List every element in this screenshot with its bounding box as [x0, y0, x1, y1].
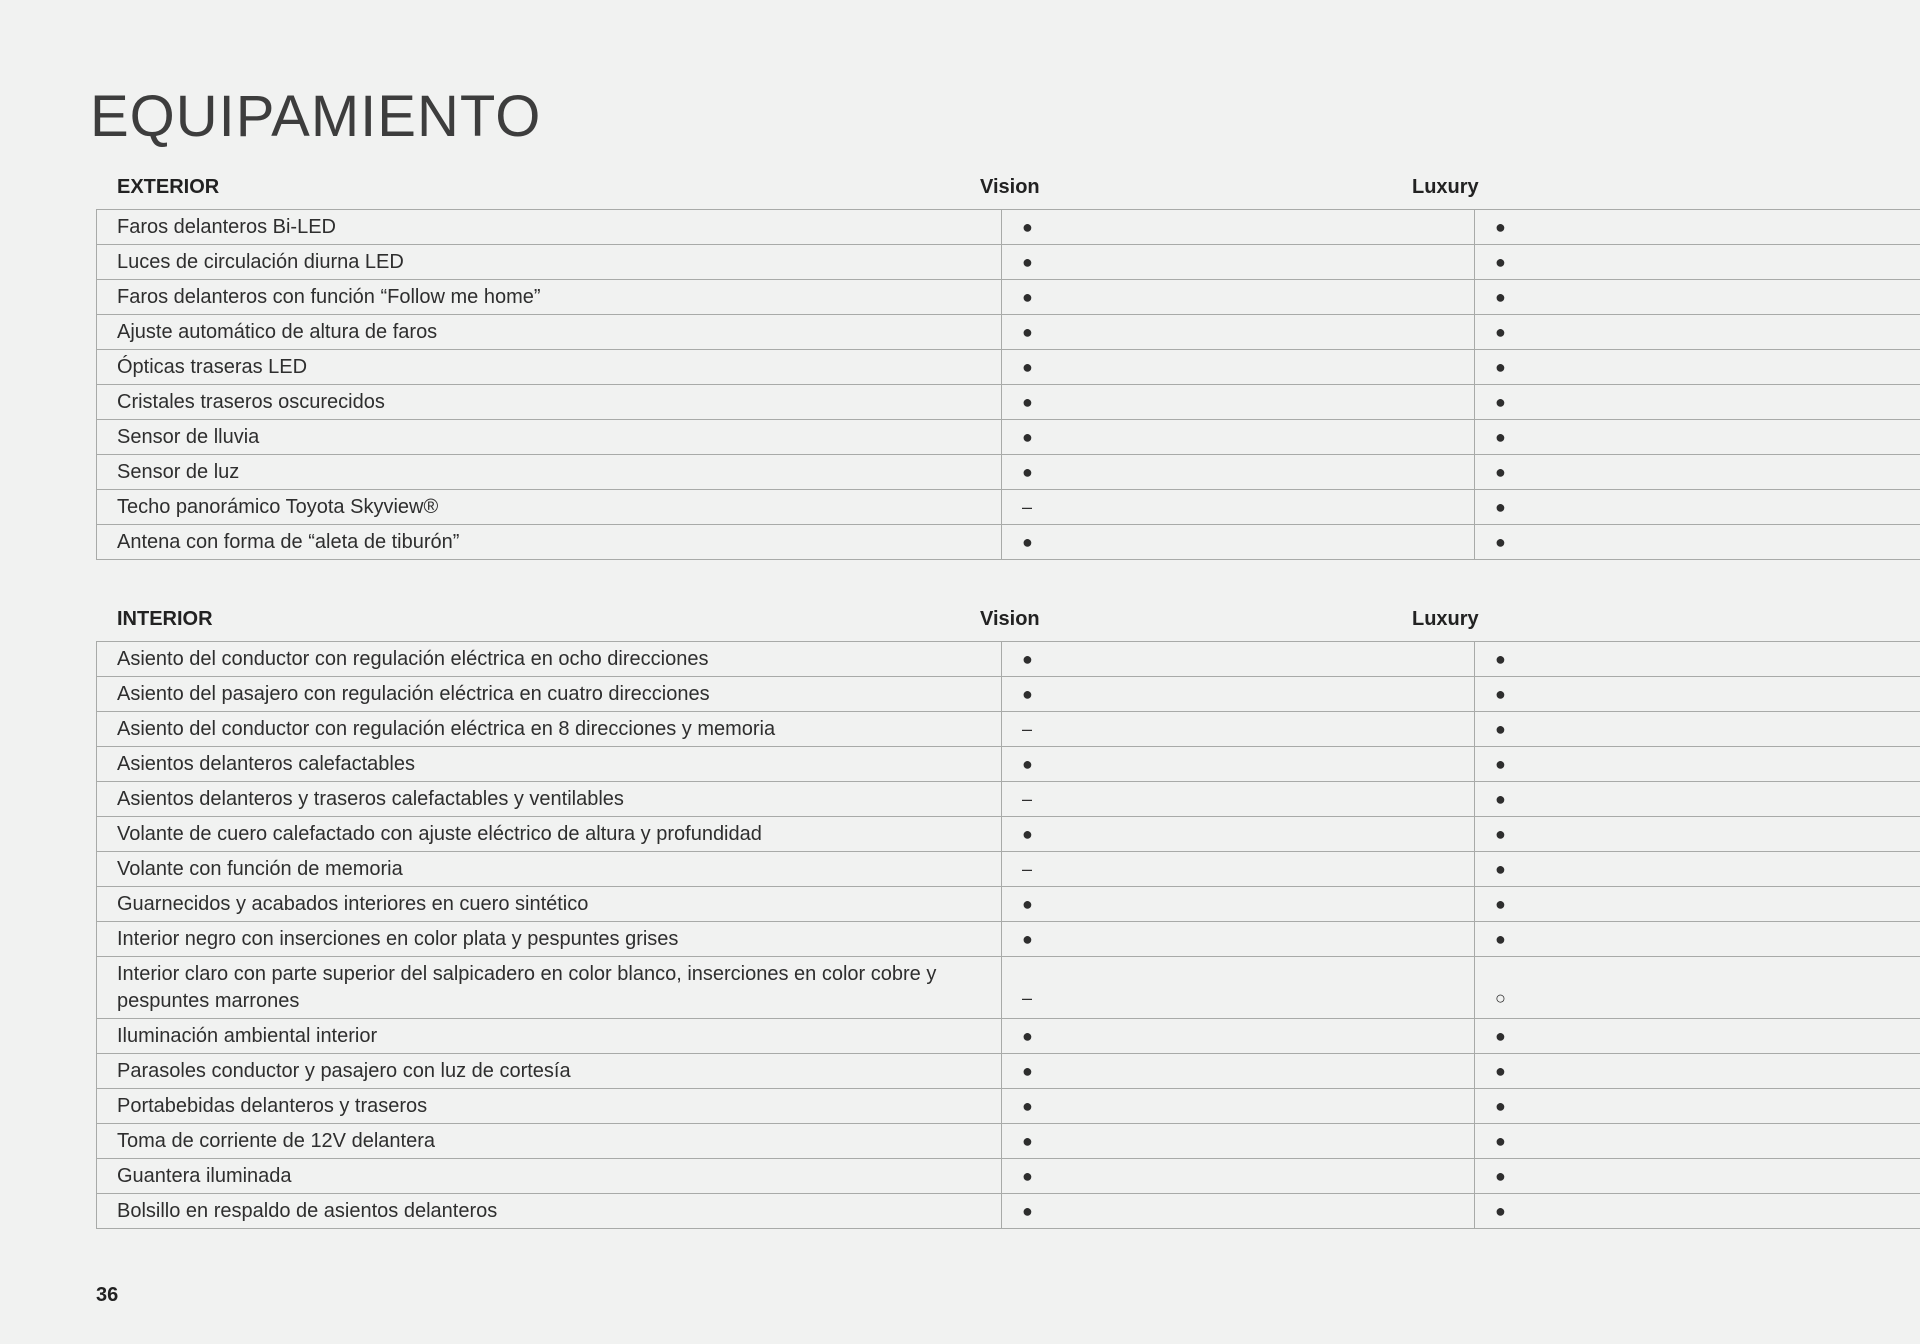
luxury-value-cell: ●: [1475, 1159, 1920, 1194]
luxury-value-cell: ●: [1475, 1019, 1920, 1054]
luxury-value-cell: ●: [1475, 887, 1920, 922]
feature-cell: Bolsillo en respaldo de asientos delanteros: [97, 1194, 1002, 1229]
feature-cell: Sensor de lluvia: [97, 420, 1002, 455]
table-row: [97, 957, 1920, 1019]
luxury-value-cell: ●: [1475, 1089, 1920, 1124]
table-row: [97, 747, 1920, 782]
table-row: [97, 350, 1920, 385]
feature-cell: Ajuste automático de altura de faros: [97, 315, 1002, 350]
luxury-value-cell: ●: [1475, 817, 1920, 852]
table-row: [97, 280, 1920, 315]
table-row: [97, 1054, 1920, 1089]
luxury-value-cell: ●: [1475, 280, 1920, 315]
luxury-value-cell: ●: [1475, 922, 1920, 957]
table-row: [97, 420, 1920, 455]
luxury-value-cell: ●: [1475, 852, 1920, 887]
luxury-value-cell: ●: [1475, 350, 1920, 385]
luxury-value-cell: ●: [1475, 315, 1920, 350]
table-row: [97, 455, 1920, 490]
table-row: [97, 385, 1920, 420]
feature-cell: Volante de cuero calefactado con ajuste eléctrico de altura y profundidad: [97, 817, 1002, 852]
vision-value-cell: –: [1002, 490, 1475, 525]
vision-value-cell: ●: [1002, 420, 1475, 455]
vision-value-cell: ●: [1002, 1054, 1475, 1089]
feature-cell: Guarnecidos y acabados interiores en cuero sintético: [97, 887, 1002, 922]
exterior-header: [96, 166, 1824, 209]
feature-cell: Ópticas traseras LED: [97, 350, 1002, 385]
feature-cell: Guantera iluminada: [97, 1159, 1002, 1194]
vision-value-cell: ●: [1002, 747, 1475, 782]
section-title: INTERIOR: [117, 608, 213, 630]
luxury-value-cell: ●: [1475, 210, 1920, 245]
feature-cell: Parasoles conductor y pasajero con luz de cortesía: [97, 1054, 1002, 1089]
table-row: [97, 887, 1920, 922]
feature-cell: Asiento del conductor con regulación eléctrica en ocho direcciones: [97, 642, 1002, 677]
luxury-value-cell: ●: [1475, 245, 1920, 280]
feature-cell: Sensor de luz: [97, 455, 1002, 490]
table-row: [97, 712, 1920, 747]
exterior-table: [96, 209, 1920, 560]
feature-cell: Asiento del pasajero con regulación eléctrica en cuatro direcciones: [97, 677, 1002, 712]
section-title: EXTERIOR: [117, 176, 220, 198]
luxury-value-cell: ●: [1475, 490, 1920, 525]
feature-cell: Volante con función de memoria: [97, 852, 1002, 887]
feature-cell: Asientos delanteros y traseros calefactables y ventilables: [97, 782, 1002, 817]
table-row: [97, 922, 1920, 957]
interior-table: [96, 641, 1920, 1229]
column-header-vision: Vision: [980, 608, 1040, 630]
feature-cell: Luces de circulación diurna LED: [97, 245, 1002, 280]
table-row: [97, 677, 1920, 712]
vision-value-cell: ●: [1002, 1124, 1475, 1159]
feature-cell: Toma de corriente de 12V delantera: [97, 1124, 1002, 1159]
vision-value-cell: –: [1002, 712, 1475, 747]
table-row: [97, 490, 1920, 525]
feature-cell: Interior claro con parte superior del salpicadero en color blanco, inserciones en color cobre y pespuntes marrones: [97, 957, 1002, 1019]
luxury-value-cell: ●: [1475, 712, 1920, 747]
feature-cell: Faros delanteros Bi-LED: [97, 210, 1002, 245]
vision-value-cell: ●: [1002, 280, 1475, 315]
table-row: [97, 852, 1920, 887]
table-row: [97, 1124, 1920, 1159]
luxury-value-cell: ●: [1475, 642, 1920, 677]
vision-value-cell: ●: [1002, 817, 1475, 852]
table-row: [97, 642, 1920, 677]
vision-value-cell: ●: [1002, 385, 1475, 420]
page-title: EQUIPAMIENTO: [90, 84, 542, 149]
table-row: [97, 1194, 1920, 1229]
luxury-value-cell: ●: [1475, 677, 1920, 712]
vision-value-cell: –: [1002, 852, 1475, 887]
feature-cell: Iluminación ambiental interior: [97, 1019, 1002, 1054]
luxury-value-cell: ○: [1475, 957, 1920, 1019]
table-row: [97, 1019, 1920, 1054]
feature-cell: Asientos delanteros calefactables: [97, 747, 1002, 782]
luxury-value-cell: ●: [1475, 420, 1920, 455]
column-header-vision: Vision: [980, 176, 1040, 198]
feature-cell: Techo panorámico Toyota Skyview®: [97, 490, 1002, 525]
luxury-value-cell: ●: [1475, 782, 1920, 817]
vision-value-cell: ●: [1002, 1159, 1475, 1194]
vision-value-cell: ●: [1002, 642, 1475, 677]
column-header-luxury: Luxury: [1412, 608, 1479, 630]
vision-value-cell: ●: [1002, 677, 1475, 712]
luxury-value-cell: ●: [1475, 1194, 1920, 1229]
feature-cell: Antena con forma de “aleta de tiburón”: [97, 525, 1002, 560]
table-row: [97, 210, 1920, 245]
vision-value-cell: ●: [1002, 922, 1475, 957]
table-row: [97, 315, 1920, 350]
vision-value-cell: ●: [1002, 350, 1475, 385]
vision-value-cell: ●: [1002, 210, 1475, 245]
vision-value-cell: ●: [1002, 1019, 1475, 1054]
interior-header: [96, 598, 1824, 641]
table-row: [97, 1159, 1920, 1194]
vision-value-cell: ●: [1002, 1194, 1475, 1229]
vision-value-cell: ●: [1002, 245, 1475, 280]
table-row: [97, 1089, 1920, 1124]
table-row: [97, 245, 1920, 280]
table-row: [97, 817, 1920, 852]
vision-value-cell: –: [1002, 782, 1475, 817]
feature-cell: Interior negro con inserciones en color plata y pespuntes grises: [97, 922, 1002, 957]
vision-value-cell: ●: [1002, 525, 1475, 560]
luxury-value-cell: ●: [1475, 455, 1920, 490]
luxury-value-cell: ●: [1475, 385, 1920, 420]
luxury-value-cell: ●: [1475, 1054, 1920, 1089]
page-number: 36: [96, 1284, 119, 1306]
feature-cell: Cristales traseros oscurecidos: [97, 385, 1002, 420]
vision-value-cell: –: [1002, 957, 1475, 1019]
vision-value-cell: ●: [1002, 887, 1475, 922]
feature-cell: Asiento del conductor con regulación eléctrica en 8 direcciones y memoria: [97, 712, 1002, 747]
luxury-value-cell: ●: [1475, 1124, 1920, 1159]
column-header-luxury: Luxury: [1412, 176, 1479, 198]
luxury-value-cell: ●: [1475, 747, 1920, 782]
feature-cell: Portabebidas delanteros y traseros: [97, 1089, 1002, 1124]
exterior-section: [96, 166, 1824, 560]
vision-value-cell: ●: [1002, 1089, 1475, 1124]
vision-value-cell: ●: [1002, 455, 1475, 490]
luxury-value-cell: ●: [1475, 525, 1920, 560]
table-row: [97, 525, 1920, 560]
interior-section: [96, 598, 1824, 1229]
table-row: [97, 782, 1920, 817]
vision-value-cell: ●: [1002, 315, 1475, 350]
feature-cell: Faros delanteros con función “Follow me home”: [97, 280, 1002, 315]
